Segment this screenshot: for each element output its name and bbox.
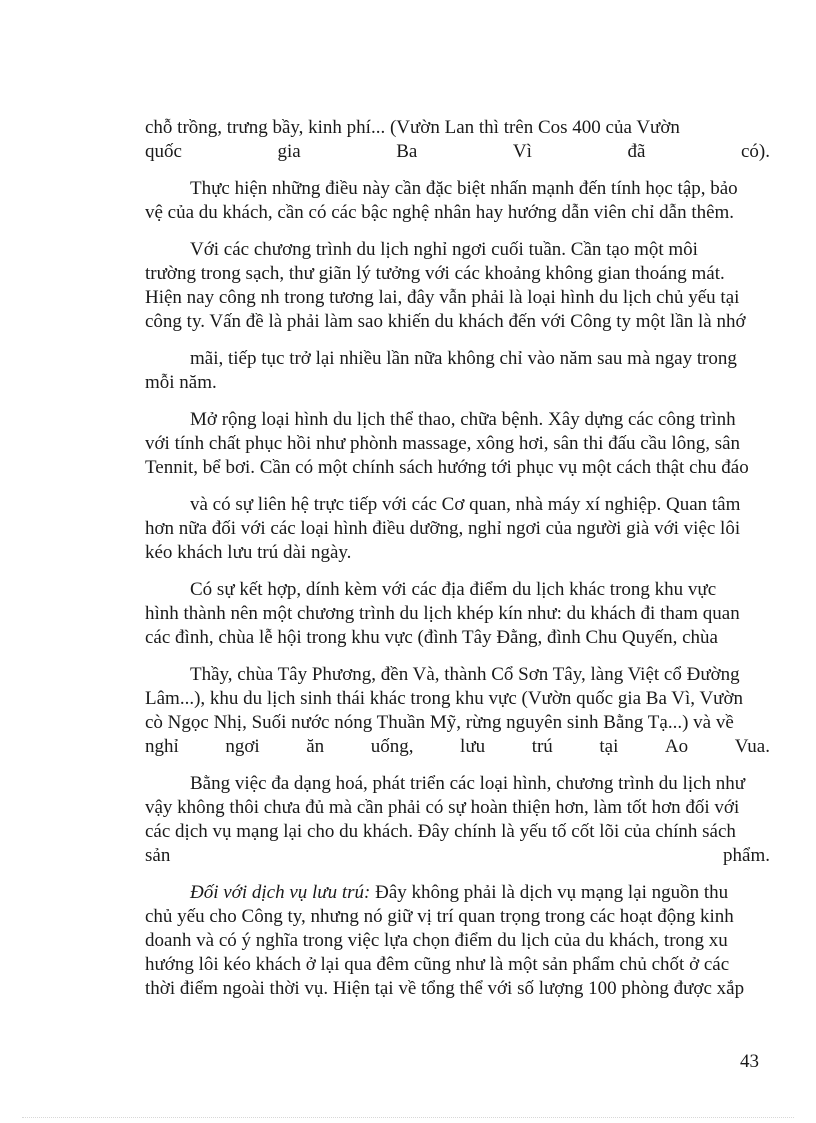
word: ngơi — [225, 736, 260, 757]
word: sản — [145, 845, 171, 866]
word: uống, — [370, 736, 414, 757]
page-number: 43 — [740, 1051, 759, 1072]
text-run: Đây không phải là dịch vụ mạng lại nguồn thu — [370, 882, 729, 903]
word: Vì — [512, 141, 532, 162]
text-line: trường trong sạch, thư giãn lý tưởng với các khoảng không gian thoáng mát. — [145, 263, 725, 284]
text-line — [190, 881, 770, 905]
word: ăn — [306, 736, 325, 757]
text-line: với tính chất phục hồi như phònh massage, xông hơi, sân thi đấu cầu lông, sân — [145, 433, 741, 454]
page-bottom-divider — [22, 1117, 794, 1118]
text-line: hơn nữa đối với các loại hình điều dưỡng, nghỉ ngơi của người già với việc lôi — [145, 518, 741, 539]
text-line: kéo khách lưu trú dài ngày. — [145, 542, 352, 563]
word: gia — [277, 141, 301, 162]
justified-line — [145, 735, 770, 759]
text-line: Bằng việc đa dạng hoá, phát triển các loại hình, chương trình du lịch như — [190, 773, 746, 794]
text-line: chủ yếu cho Công ty, nhưng nó giữ vị trí quan trọng trong các hoạt động kinh — [145, 906, 734, 927]
word: quốc — [145, 141, 182, 162]
text-line: Thầy, chùa Tây Phương, đền Và, thành Cổ Sơn Tây, làng Việt cổ Đường — [190, 664, 740, 685]
word: có). — [740, 141, 770, 162]
text-line: Mở rộng loại hình du lịch thể thao, chữa bệnh. Xây dựng các công trình — [190, 409, 736, 430]
word: phẩm. — [723, 845, 770, 866]
text-line: mỗi năm. — [145, 372, 217, 393]
text-line: và có sự liên hệ trực tiếp với các Cơ quan, nhà máy xí nghiệp. Quan tâm — [190, 494, 741, 515]
text-line: hình thành nên một chương trình du lịch khép kín như: du khách đi tham quan — [145, 603, 740, 624]
text-line: hướng lôi kéo khách ở lại qua đêm cũng như là một sản phẩm chủ chốt ở các — [145, 954, 730, 975]
text-line: vậy không thôi chưa đủ mà cần phải có sự hoàn thiện hơn, làm tốt hơn đối với — [145, 797, 740, 818]
word: lưu — [460, 736, 486, 757]
text-line: doanh và có ý nghĩa trong việc lựa chọn điểm du lịch của du khách, trong xu — [145, 930, 728, 951]
text-line: vệ của du khách, cần có các bậc nghệ nhân hay hướng dẫn viên chỉ dẫn thêm. — [145, 202, 735, 223]
word: Vua. — [734, 736, 770, 757]
text-line: Hiện nay công nh trong tương lai, đây vẫn phải là loại hình du lịch chủ yếu tại — [145, 287, 740, 308]
word: tại — [599, 736, 619, 757]
word: đã — [627, 141, 646, 162]
text-line: Thực hiện những điều này cần đặc biệt nhấn mạnh đến tính học tập, bảo — [190, 178, 738, 199]
text-line: công ty. Vấn đề là phải làm sao khiến du khách đến với Công ty một lần là nhớ — [145, 311, 746, 332]
text-line: các dịch vụ mạng lại cho du khách. Đây chính là yếu tố cốt lõi của chính sách — [145, 821, 736, 842]
text-line: Với các chương trình du lịch nghỉ ngơi cuối tuần. Cần tạo một môi — [190, 239, 698, 260]
word: nghỉ — [145, 736, 179, 757]
word: Ao — [664, 736, 689, 757]
justified-line — [145, 844, 770, 868]
justified-line — [145, 140, 770, 164]
word: trú — [531, 736, 553, 757]
text-line: Lâm...), khu du lịch sinh thái khác trong khu vực (Vườn quốc gia Ba Vì, Vườn — [145, 688, 744, 709]
word: Ba — [396, 141, 418, 162]
text-line: mãi, tiếp tục trở lại nhiều lần nữa không chỉ vào năm sau mà ngay trong — [190, 348, 737, 369]
text-line: cò Ngọc Nhị, Suối nước nóng Thuần Mỹ, rừng nguyên sinh Bằng Tạ...) và về — [145, 712, 734, 733]
text-line: Tennit, bể bơi. Cần có một chính sách hướng tới phục vụ một cách thật chu đáo — [145, 457, 749, 478]
text-line: Có sự kết hợp, dính kèm với các địa điểm du lịch khác trong khu vực — [190, 579, 717, 600]
italic-heading: Đối với dịch vụ lưu trú: — [190, 882, 371, 903]
text-line: thời điểm ngoài thời vụ. Hiện tại về tổng thể với số lượng 100 phòng được xắp — [145, 978, 745, 999]
text-line: các đình, chùa lễ hội trong khu vực (đình Tây Đằng, đình Chu Quyến, chùa — [145, 627, 718, 648]
text-line: chỗ trồng, trưng bầy, kinh phí... (Vườn Lan thì trên Cos 400 của Vườn — [145, 117, 680, 138]
